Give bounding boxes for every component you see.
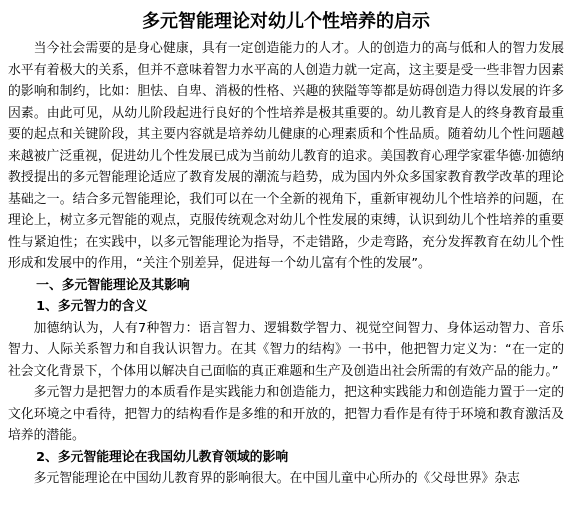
intro-paragraph: 当今社会需要的是身心健康，具有一定创造能力的人才。人的创造力的高与低和人的智力发展水平有着极大的关系，但并不意味着智力水平高的人创造力就一定高，这主要是受一些非智力因素的影响和制约，比如：胆怯、自卑、消极的性格、兴趣的狭隘等等都是妨碍创造力得以发展的许多因素。由此可见，从幼儿阶段起进行良好的个性培养是极其重要的。幼儿教育是人的终身教育最重要的起点和关键阶段，其主要内容就是培养幼儿健康的心理素质和个性品质。随着幼儿个性问题越来越被广泛重视，促进幼儿个性发展已成为当前幼儿教育的追求。美国教育心理学家霍华德·加德纳教授提出的多元智能理论适应了教育发展的潮流与趋势，成为国内外众多国家教育教学改革的理论基础之一。结合多元智能理论，我们可以在一个全新的视角下，重新审视幼儿个性培养的问题，在理论上，树立多元智能的观点，克服传统观念对幼儿个性发展的束缚，认识到幼儿个性培养的重要性与紧迫性；在实践中，以多元智能理论为指导，不走错路，少走弯路，充分发挥教育在幼儿个性形成和发展中的作用，“关注个别差异，促进每一个幼儿富有个性的发展”。 — [8, 41, 564, 271]
document-body — [8, 38, 564, 490]
subsection-heading: 2、多元智能理论在我国幼儿教育领域的影响 — [36, 449, 289, 465]
subsection-heading: 1、多元智力的含义 — [36, 299, 148, 314]
body-paragraph: 多元智能理论在中国幼儿教育界的影响很大。在中国儿童中心所办的《父母世界》杂志 — [33, 471, 520, 486]
document-title: 多元智能理论对幼儿个性培养的启示 — [142, 11, 430, 32]
section-heading: 一、多元智能理论及其影响 — [36, 277, 190, 293]
body-paragraph: 加德纳认为，人有7种智力：语言智力、逻辑数学智力、视觉空间智力、身体运动智力、音乐智力、人际关系智力和自我认识智力。在其《智力的结构》一书中，他把智力定义为：“在一定的社会文化背景下，个体用以解决自己面临的真正难题和生产及创造出社会所需的有效产品的能力。” — [8, 320, 564, 379]
body-paragraph: 多元智力是把智力的本质看作是实践能力和创造能力，把这种实践能力和创造能力置于一定的文化环境之中看待，把智力的结构看作是多维的和开放的，把智力看作是有待于环境和教育激活及培养的潜能。 — [8, 385, 564, 443]
